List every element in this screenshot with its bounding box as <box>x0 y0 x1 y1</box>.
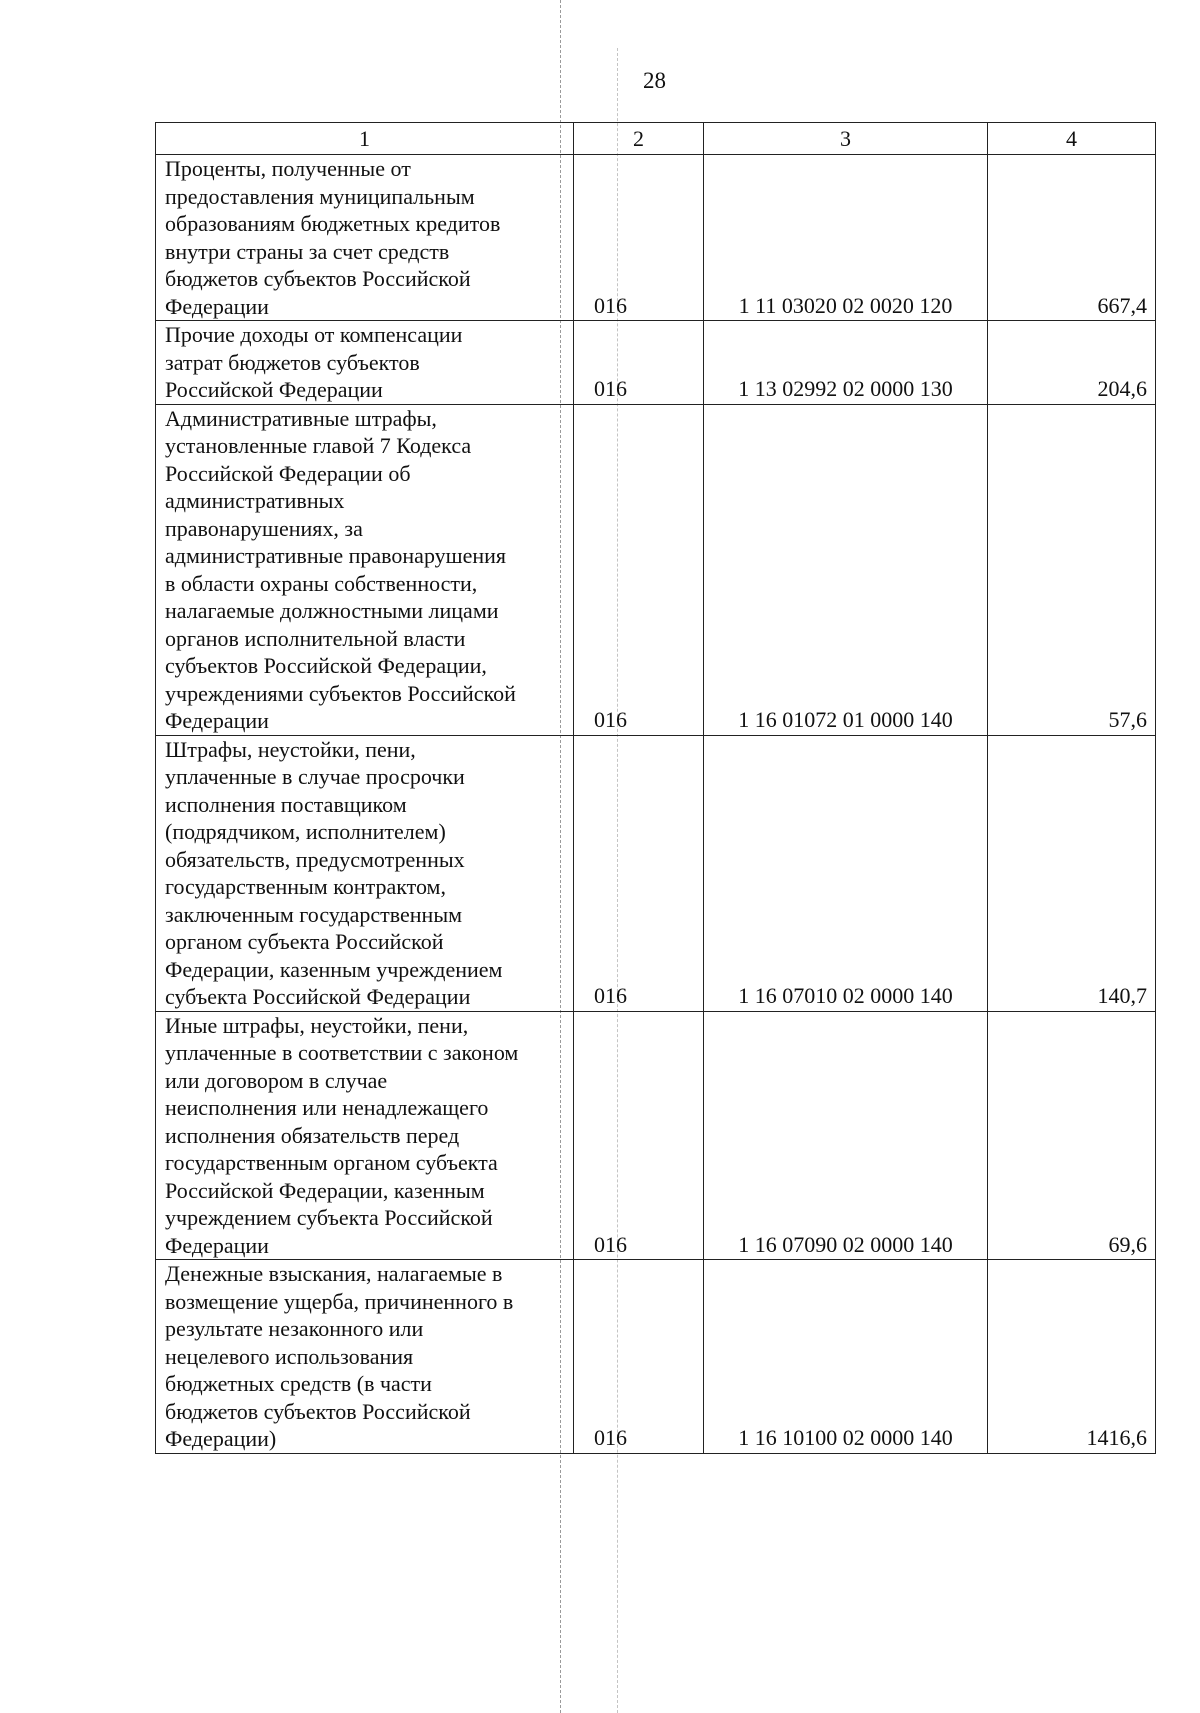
table-row <box>156 1011 1156 1260</box>
amount-cell: 667,4 <box>988 155 1156 321</box>
table-row <box>156 1260 1156 1454</box>
column-header-2: 2 <box>574 123 704 155</box>
column-header-3: 3 <box>704 123 988 155</box>
classification-code-cell: 1 16 07090 02 0000 140 <box>704 1011 988 1260</box>
revenue-table <box>155 122 1156 1454</box>
amount-cell: 204,6 <box>988 321 1156 405</box>
table-row <box>156 155 1156 321</box>
admin-code-cell: 016 <box>574 155 704 321</box>
revenue-name-cell: Прочие доходы от компенсации затрат бюджетов субъектов Российской Федерации <box>156 321 574 405</box>
revenue-name-cell: Денежные взыскания, налагаемые в возмещение ущерба, причиненного в результате незаконного или нецелевого использования бюджетных средств (в части бюджетов субъектов Российской Федерации) <box>156 1260 574 1454</box>
amount-cell: 69,6 <box>988 1011 1156 1260</box>
amount-cell: 57,6 <box>988 404 1156 735</box>
amount-cell: 140,7 <box>988 735 1156 1011</box>
admin-code-cell: 016 <box>574 1011 704 1260</box>
classification-code-cell: 1 11 03020 02 0020 120 <box>704 155 988 321</box>
classification-code-cell: 1 13 02992 02 0000 130 <box>704 321 988 405</box>
admin-code-cell: 016 <box>574 1260 704 1454</box>
revenue-name-cell: Административные штрафы, установленные главой 7 Кодекса Российской Федерации об административных правонарушениях, за административные правонарушения в области охраны собственности, налагаемые должностными лицами органов исполнительной власти субъектов Российской Федерации, учреждениями субъектов Российской Федерации <box>156 404 574 735</box>
column-header-4: 4 <box>988 123 1156 155</box>
classification-code-cell: 1 16 07010 02 0000 140 <box>704 735 988 1011</box>
classification-code-cell: 1 16 01072 01 0000 140 <box>704 404 988 735</box>
column-header-1: 1 <box>156 123 574 155</box>
revenue-name-cell: Иные штрафы, неустойки, пени, уплаченные в соответствии с законом или договором в случае неисполнения или ненадлежащего исполнения обязательств перед государственным органом субъекта Российской Федерации, казенным учреждением субъекта Российской Федерации <box>156 1011 574 1260</box>
table-row <box>156 321 1156 405</box>
admin-code-cell: 016 <box>574 321 704 405</box>
table-row <box>156 735 1156 1011</box>
table-header-row <box>156 123 1156 155</box>
revenue-name-cell: Проценты, полученные от предоставления муниципальным образованиям бюджетных кредитов внутри страны за счет средств бюджетов субъектов Российской Федерации <box>156 155 574 321</box>
amount-cell: 1416,6 <box>988 1260 1156 1454</box>
page-number: 28 <box>643 68 666 93</box>
admin-code-cell: 016 <box>574 735 704 1011</box>
admin-code-cell: 016 <box>574 404 704 735</box>
table-row <box>156 404 1156 735</box>
revenue-name-cell: Штрафы, неустойки, пени, уплаченные в случае просрочки исполнения поставщиком (подрядчиком, исполнителем) обязательств, предусмотренных государственным контрактом, заключенным государственным органом субъекта Российской Федерации, казенным учреждением субъекта Российской Федерации <box>156 735 574 1011</box>
classification-code-cell: 1 16 10100 02 0000 140 <box>704 1260 988 1454</box>
